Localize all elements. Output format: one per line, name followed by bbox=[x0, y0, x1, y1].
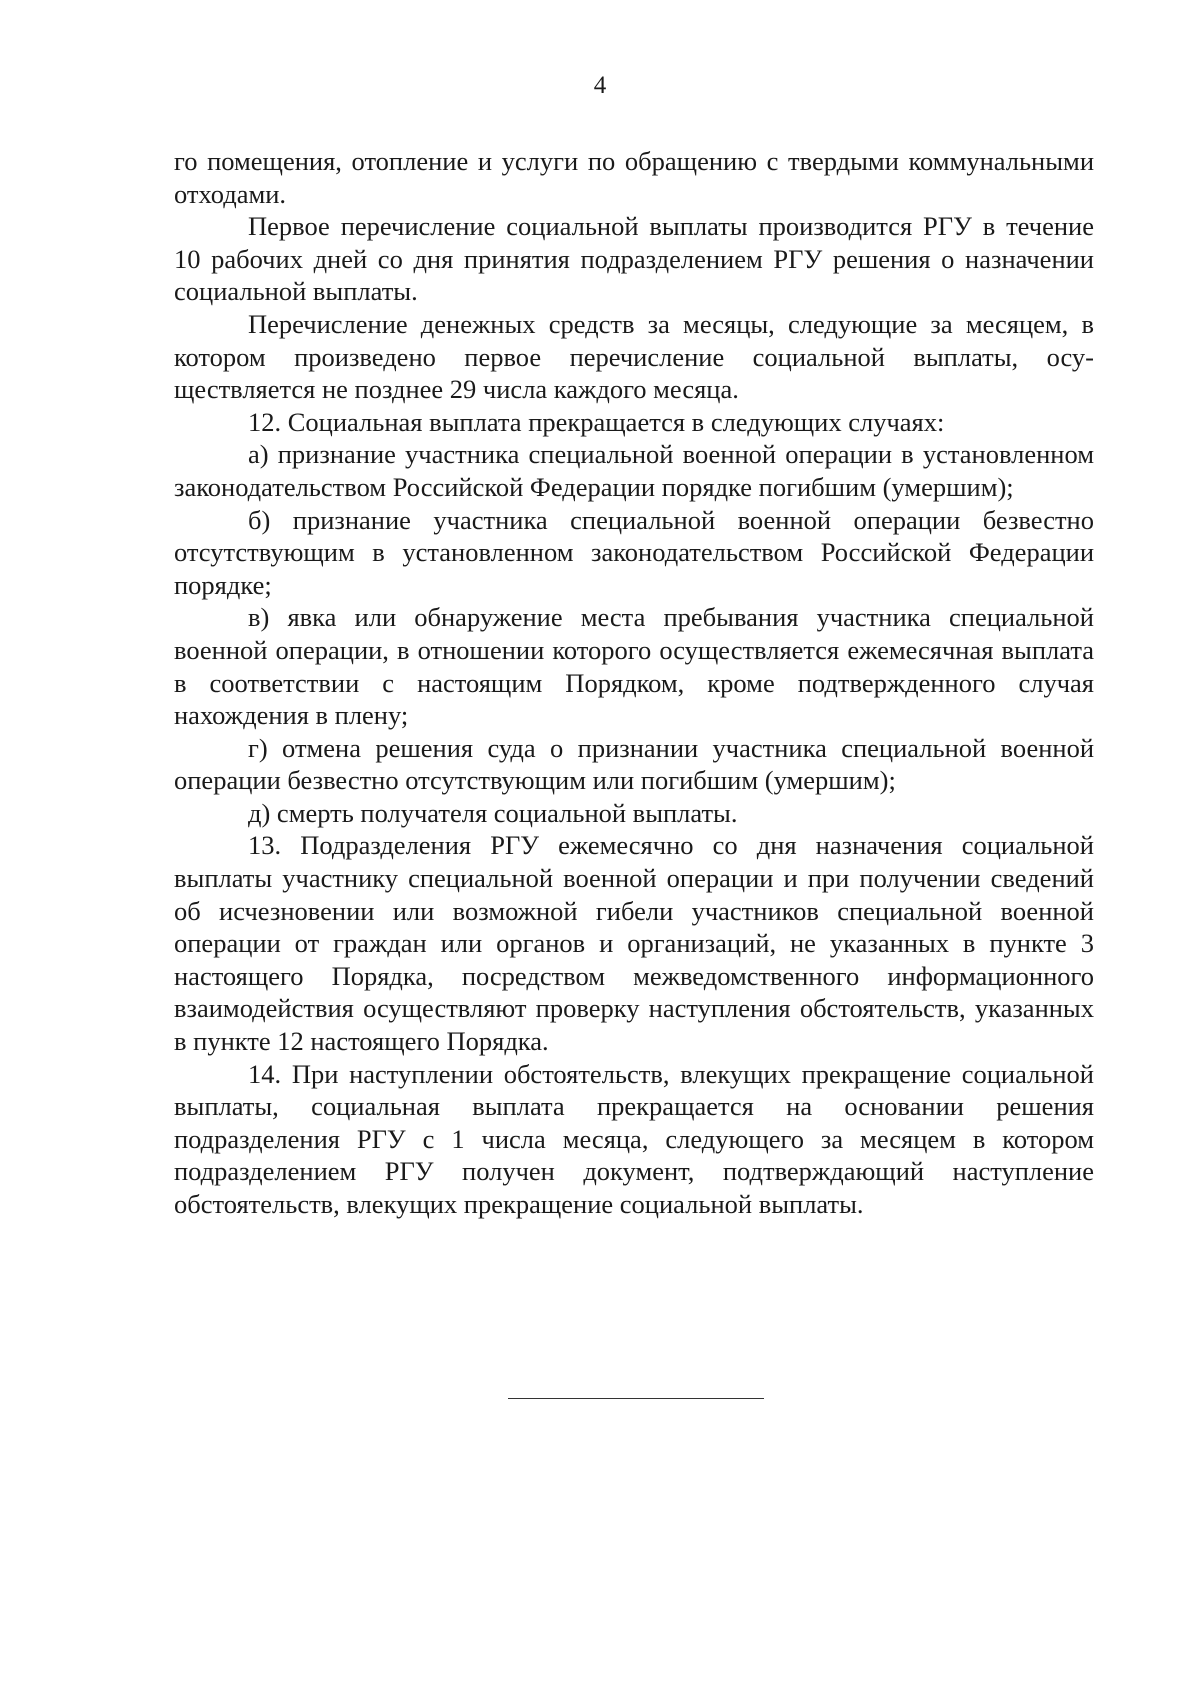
page-number: 4 bbox=[593, 72, 607, 99]
document-body bbox=[174, 145, 1094, 1221]
paragraph-item-12g: г) отмена решения суда о признании участника специальной военной операции безвестно отсутствующим или погибшим (умершим); bbox=[174, 732, 1094, 796]
paragraph-item-12: 12. Социальная выплата прекращается в следующих случаях: bbox=[248, 406, 945, 437]
paragraph-item-12a: а) признание участника специальной военной операции в установленном законодательством Российской Федерации порядке погибшим (умершим); bbox=[174, 439, 1094, 502]
paragraph-item-14: 14. При наступлении обстоятельств, влекущих прекращение социальной выплаты, социальная выплата прекращается на основании решения подразделения РГУ с 1 числа месяца, следующего за месяцем в котором подразделением РГУ получен документ, подтверждающий наступление обстоятельств, влекущих прекращение социальной выплаты. bbox=[174, 1058, 1094, 1219]
paragraph-item-13: 13. Подразделения РГУ ежемесячно со дня назначения социальной выплаты участнику специальной военной операции и при получении сведений об исчезновении или возможной гибели участников специальной военной операции от граждан или органов и организаций, не указанных в пункте 3 настоящего Порядка, посредством межведомственного информационного взаимодействия осуществляют проверку наступления обстоятельств, указанных в пункте 12 настоящего Порядка. bbox=[174, 830, 1094, 1057]
paragraph-first-transfer: Первое перечисление социальной выплаты производится РГУ в течение 10 рабочих дней со дня принятия подразделением РГУ решения о назначении социальной выплаты. bbox=[174, 211, 1094, 307]
paragraph-item-12b: б) признание участника специальной военной операции безвестно отсутствующим в установленном законодательством Российской Федерации порядке; bbox=[174, 504, 1094, 600]
end-of-document-rule bbox=[508, 1398, 764, 1399]
paragraph-item-12d: д) смерть получателя социальной выплаты. bbox=[248, 797, 738, 828]
paragraph-item-12v: в) явка или обнаружение места пребывания участника специальной военной операции, в отношении которого осуществляется ежемесячная выплата в соответствии с настоящим Порядком, кроме подтвержденного случая нахождения в плену; bbox=[174, 602, 1094, 731]
paragraph-continuation: го помещения, отопление и услуги по обращению с твердыми коммунальными отходами. bbox=[174, 146, 1094, 209]
paragraph-monthly-transfer: Перечисление денежных средств за месяцы, следующие за месяцем, в котором произведено первое перечисление социальной выплаты, осуществляется не позднее 29 числа каждого месяца. bbox=[174, 308, 1094, 405]
